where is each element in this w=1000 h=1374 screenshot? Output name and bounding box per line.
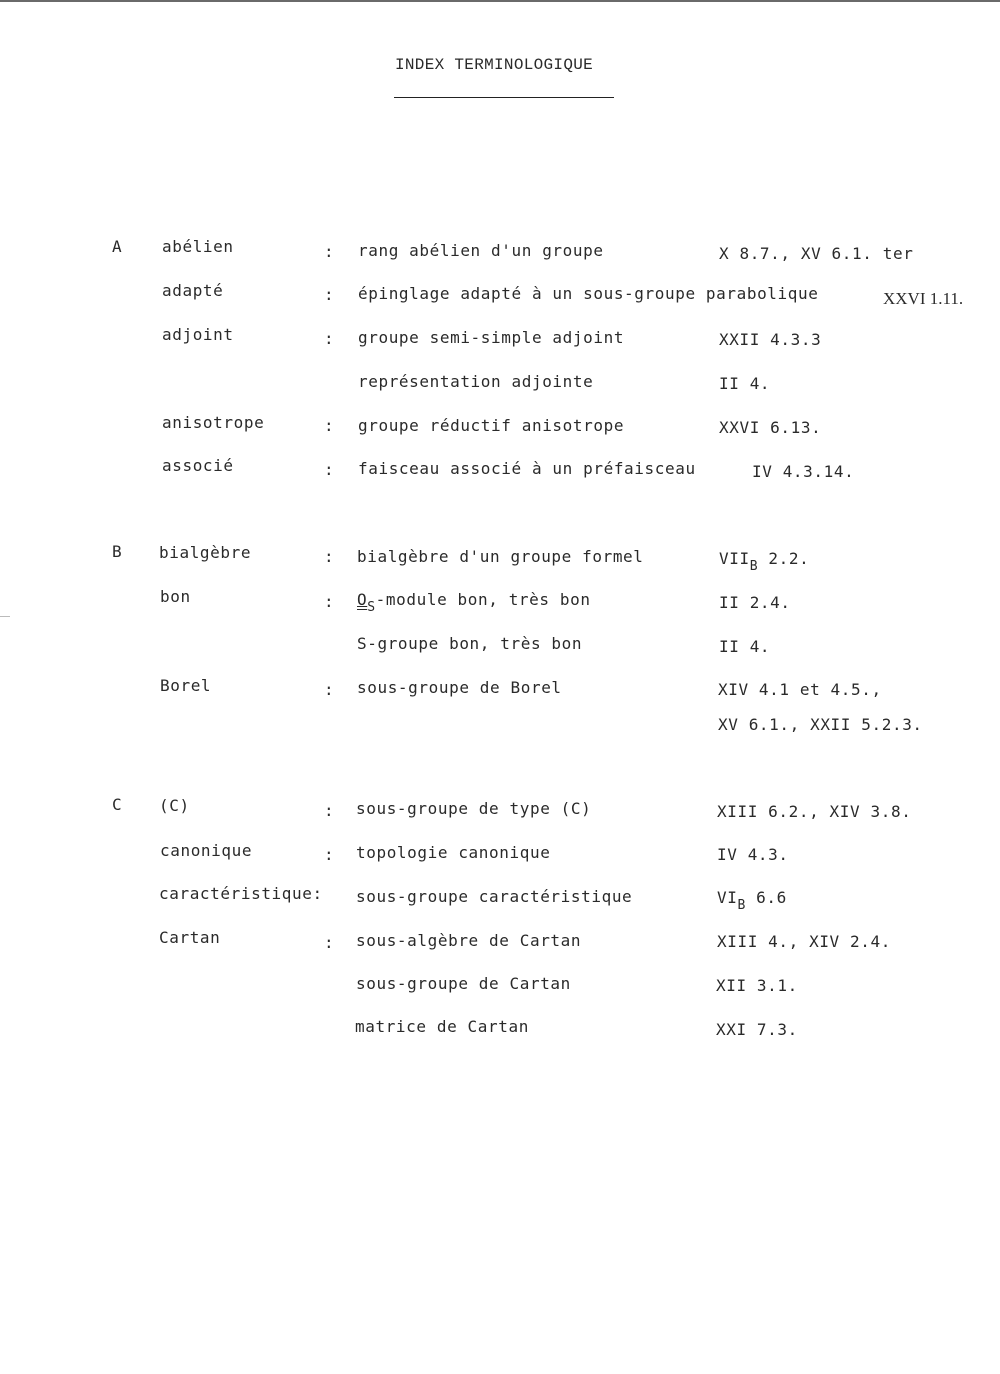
entry-colon: :: [324, 680, 335, 699]
entry-reference: XXI 7.3.: [716, 1020, 798, 1039]
entry-reference: IV 4.3.14.: [752, 462, 855, 481]
entry-term: bialgèbre: [159, 543, 252, 562]
entry-colon: :: [324, 592, 335, 611]
entry-reference: XXVI 6.13.: [719, 418, 822, 437]
entry-reference: II 4.: [719, 374, 771, 393]
section-letter: A: [112, 237, 123, 256]
entry-definition: groupe semi-simple adjoint: [358, 328, 625, 347]
definition-rest: -module bon, très bon: [375, 590, 591, 609]
entry-reference: X 8.7., XV 6.1. ter: [719, 244, 914, 263]
reference-main: VII: [719, 549, 750, 568]
definition-subscript: S: [367, 600, 376, 615]
entry-colon: :: [324, 845, 335, 864]
entry-definition: sous-groupe de Cartan: [356, 974, 571, 993]
entry-term: canonique: [160, 841, 253, 860]
entry-reference: XIII 4., XIV 2.4.: [717, 932, 891, 951]
entry-definition: rang abélien d'un groupe: [358, 241, 604, 260]
entry-colon: :: [324, 547, 335, 566]
entry-reference: XXII 4.3.3: [719, 330, 822, 349]
entry-reference: [717, 888, 787, 913]
entry-reference: XIV 4.1 et 4.5.,: [718, 680, 882, 699]
entry-definition: groupe réductif anisotrope: [358, 416, 625, 435]
entry-term: associé: [162, 456, 234, 475]
reference-rest: 2.2.: [758, 549, 810, 568]
entry-colon: :: [324, 460, 335, 479]
entry-reference-continued: XV 6.1., XXII 5.2.3.: [718, 715, 923, 734]
entry-colon: :: [324, 933, 335, 952]
entry-definition: matrice de Cartan: [355, 1017, 529, 1036]
entry-term: bon: [160, 587, 191, 606]
reference-subscript: B: [737, 898, 746, 913]
entry-term: caractéristique:: [159, 884, 323, 903]
sheaf-symbol: O: [357, 590, 368, 609]
reference-subscript: B: [749, 559, 759, 574]
section-letter: C: [112, 795, 123, 814]
entry-definition: épinglage adapté à un sous-groupe parabolique: [358, 284, 819, 303]
entry-definition: sous-groupe caractéristique: [356, 887, 633, 906]
entry-term: adjoint: [162, 325, 234, 344]
margin-mark: [0, 616, 10, 617]
entry-reference: IV 4.3.: [717, 845, 789, 864]
entry-term: anisotrope: [162, 413, 265, 432]
entry-colon: :: [324, 416, 335, 435]
entry-reference: XIII 6.2., XIV 3.8.: [717, 802, 912, 821]
entry-colon: :: [324, 329, 335, 348]
entry-term: Cartan: [159, 928, 221, 947]
entry-definition: [357, 590, 591, 615]
entry-definition: sous-groupe de type (C): [356, 799, 592, 818]
entry-definition: sous-algèbre de Cartan: [356, 931, 582, 950]
entry-reference: XII 3.1.: [716, 976, 798, 995]
entry-colon: :: [324, 801, 335, 820]
top-edge-rule: [0, 0, 1000, 2]
title-underline: [394, 97, 614, 98]
entry-definition: sous-groupe de Borel: [357, 678, 562, 697]
entry-reference: XXVI 1.11.: [883, 289, 964, 308]
entry-definition: S-groupe bon, très bon: [357, 634, 583, 653]
entry-colon: :: [324, 285, 335, 304]
entry-term: abélien: [162, 237, 234, 256]
entry-definition: faisceau associé à un préfaisceau: [358, 459, 696, 478]
entry-term: Borel: [160, 676, 212, 695]
page-title: INDEX TERMINOLOGIQUE: [395, 56, 594, 74]
entry-term: (C): [159, 796, 190, 815]
entry-definition: topologie canonique: [356, 843, 551, 862]
reference-main: VI: [717, 888, 738, 907]
entry-reference: [719, 549, 810, 574]
entry-reference: II 4.: [719, 637, 771, 656]
entry-definition: bialgèbre d'un groupe formel: [357, 547, 644, 566]
section-letter: B: [112, 542, 123, 561]
reference-rest: 6.6: [745, 888, 787, 907]
entry-term: adapté: [162, 281, 224, 300]
entry-reference: II 2.4.: [719, 593, 791, 612]
entry-colon: :: [324, 242, 335, 261]
entry-definition: représentation adjointe: [358, 372, 594, 391]
